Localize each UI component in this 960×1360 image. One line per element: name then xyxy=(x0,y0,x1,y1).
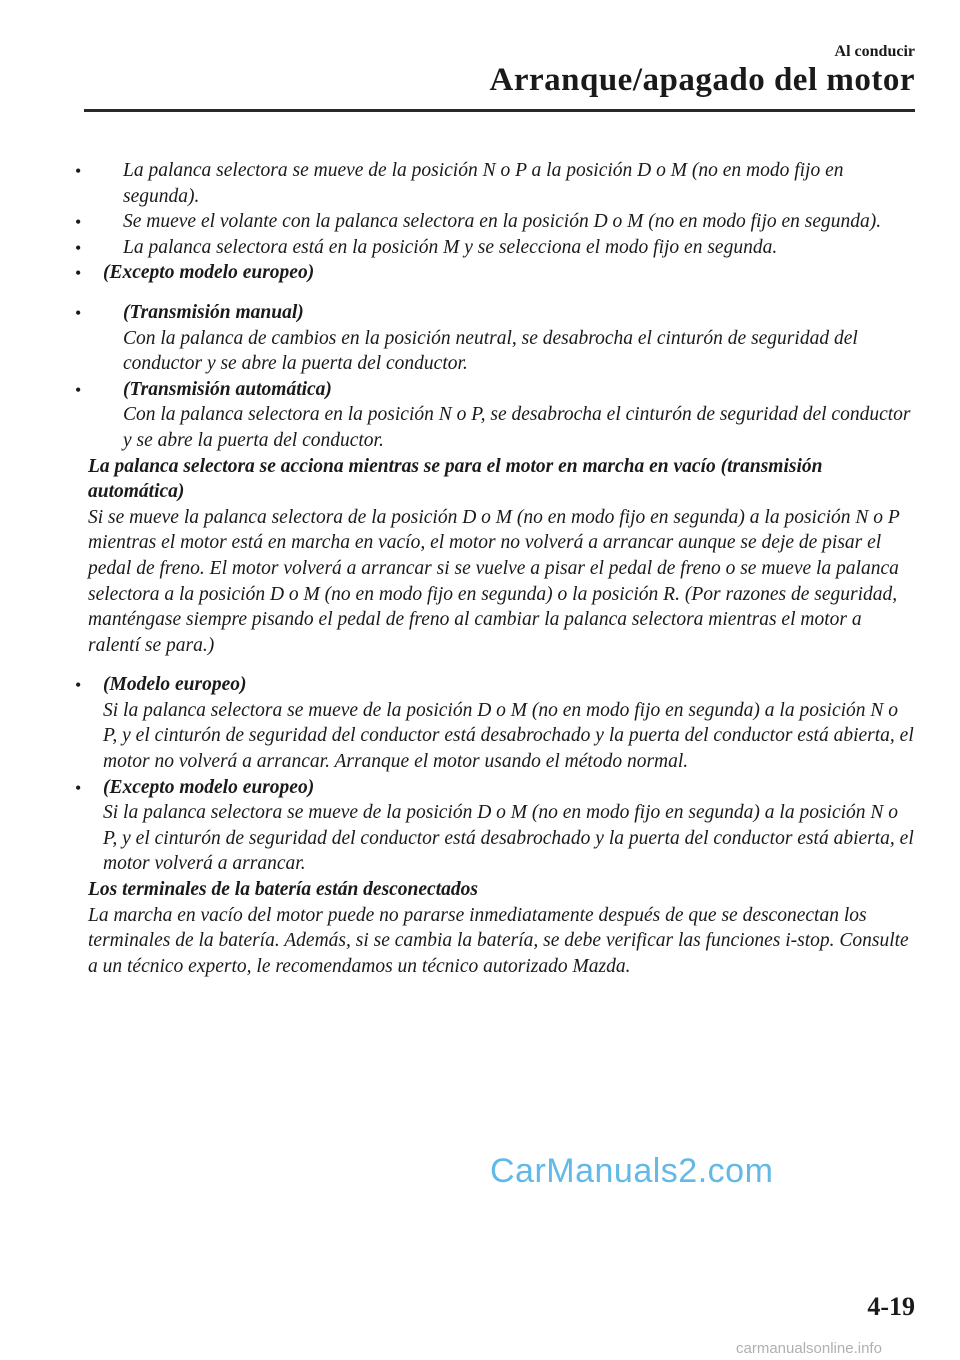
bullet-icon: • xyxy=(75,302,82,323)
list-item: • La palanca selectora se mueve de la posición N o P a la posición D o M (no en modo fijo en segunda). xyxy=(75,160,844,207)
list-item xyxy=(75,377,914,454)
auto-text: Con la palanca selectora en la posición N o P, se desabrocha el cinturón de seguridad del conductor y se abre la puerta del conductor. xyxy=(123,404,911,451)
non-europe-text: Si la palanca selectora se mueve de la posición D o M (no en modo fijo en segunda) a la posición N o P, y el cinturón de seguridad del conductor está desabrochado y la puerta del conductor está abierta, el motor volverá a arrancar. xyxy=(103,802,914,875)
except-europe-label: (Excepto modelo europeo) xyxy=(103,262,315,284)
list-item xyxy=(75,775,914,877)
bullet-icon: • xyxy=(75,237,82,258)
page-content xyxy=(75,158,914,979)
footer-watermark: carmanualsonline.info xyxy=(736,1340,882,1357)
transmission-list xyxy=(75,300,914,454)
manual-label: (Transmisión manual) xyxy=(123,301,304,323)
europe-label: (Modelo europeo) xyxy=(103,674,247,696)
list-item: • La palanca selectora está en la posición M y se selecciona el modo fijo en segunda. xyxy=(88,235,914,261)
non-europe-label: (Excepto modelo europeo) xyxy=(103,776,315,798)
europe-text: Si la palanca selectora se mueve de la posición D o M (no en modo fijo en segunda) a la posición N o P, y el cinturón de seguridad del conductor está desabrochado y la puerta del conductor está abierta, el motor no volverá a arrancar. Arranque el motor usando el método normal. xyxy=(103,699,914,773)
bullet-icon: • xyxy=(75,161,82,181)
page-title: Arranque/apagado del motor xyxy=(489,62,915,98)
except-europe-item xyxy=(75,260,914,286)
manual-text: Con la palanca de cambios en la posición neutral, se desabrocha el cinturón de seguridad del conductor y se abre la puerta del conductor. xyxy=(123,327,858,375)
bullet-icon: • xyxy=(75,379,82,400)
list-item xyxy=(75,672,914,774)
watermark-logo: CarManuals2.com xyxy=(490,1152,774,1190)
lever-heading: La palanca selectora se acciona mientras se para el motor en marcha en vacío (transmisión automática) xyxy=(88,455,823,503)
battery-body: La marcha en vacío del motor puede no pararse inmediatamente después de que se desconectan los terminales de la batería. Además, si se cambia la batería, se debe verificar las funciones i-stop. Consulte a un técnico experto, le recomendamos un técnico autorizado Mazda. xyxy=(88,904,909,977)
header-rule xyxy=(84,109,915,112)
list-item: • Se mueve el volante con la palanca selectora en la posición D o M (no en modo fijo en segunda). xyxy=(88,209,914,235)
bullet-icon: • xyxy=(75,212,82,233)
lever-list xyxy=(75,672,914,877)
auto-label: (Transmisión automática) xyxy=(123,378,332,400)
section-header: Al conducir xyxy=(834,43,915,60)
bullet-icon: • xyxy=(75,675,82,696)
lever-body: Si se mueve la palanca selectora de la posición D o M (no en modo fijo en segunda) a la posición N o P mientras el motor está en marcha en vacío, el motor no volverá a arrancar aunque se deje de pisar el pedal de freno. El motor volverá a arrancar si se vuelve a pisar el pedal de freno o se mueve la palanca selectora a la posición D o M (no en modo fijo en segunda) o la posición R. (Por razones de seguridad, manténgase siempre pisando el pedal de freno al cambiar la palanca selectora mientras el motor a ralentí se para.) xyxy=(88,506,900,656)
bullet-icon: • xyxy=(75,263,82,284)
list-item xyxy=(75,300,914,377)
page-number: 4-19 xyxy=(867,1292,915,1321)
intro-list xyxy=(75,158,914,260)
bullet-icon: • xyxy=(75,777,82,798)
battery-heading: Los terminales de la batería están desconectados xyxy=(88,879,478,901)
